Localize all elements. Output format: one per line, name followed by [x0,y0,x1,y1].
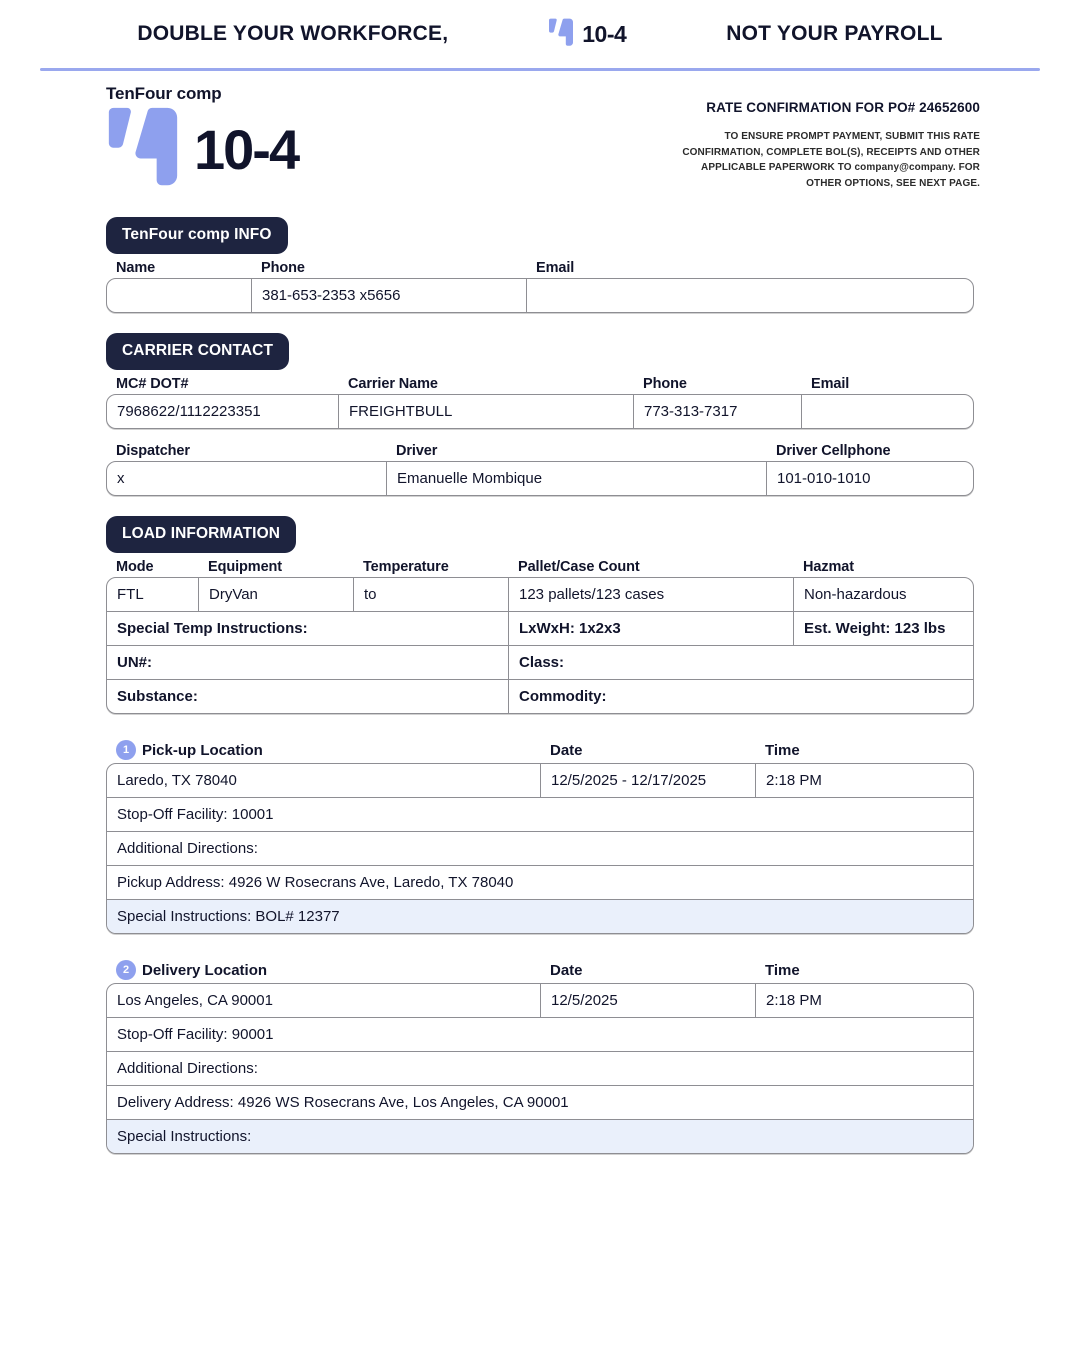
table-row [107,764,973,798]
load-information-pill: LOAD INFORMATION [106,516,296,553]
cell-substance[interactable]: Substance: [107,680,509,713]
top-banner [0,0,1080,68]
header-mc-dot: MC# DOT# [116,376,189,392]
ten-four-quote-logo-icon [548,18,574,51]
cell-temperature[interactable]: to [354,578,509,612]
stop-pickup-section [106,740,974,934]
cell-class[interactable]: Class: [509,646,973,680]
table-row [107,1052,973,1086]
carrier-contact-table [106,394,974,429]
cell-driver[interactable]: Emanuelle Mombique [387,462,767,495]
cell-commodity[interactable]: Commodity: [519,688,607,705]
table-row [107,798,973,832]
load-information-headers [106,559,974,575]
broker-info-pill: TenFour comp INFO [106,217,288,254]
pickup-location-header [106,740,974,760]
cell-equipment[interactable]: DryVan [199,578,354,612]
cell-lwh[interactable]: LxWxH: 1x2x3 [509,612,794,646]
banner-logo [548,18,626,51]
table-row [107,984,973,1018]
table-row [107,1120,973,1153]
carrier-contact-headers [106,376,974,392]
load-information-section [106,516,974,714]
header-temperature: Temperature [363,559,449,575]
header-dispatcher: Dispatcher [116,443,190,459]
cell-delivery-stop-off-facility[interactable]: Stop-Off Facility: 90001 [107,1018,973,1052]
banner-slogan-left: DOUBLE YOUR WORKFORCE, [137,22,449,45]
cell-broker-name[interactable] [107,279,252,312]
masthead [0,68,1080,191]
header-driver-cellphone: Driver Cellphone [776,443,891,459]
cell-pickup-location[interactable]: Laredo, TX 78040 [107,764,541,798]
pickup-table [106,763,974,934]
delivery-location-title: Delivery Location [142,961,268,979]
cell-pickup-date[interactable]: 12/5/2025 - 12/17/2025 [541,764,756,798]
table-row [107,866,973,900]
cell-delivery-additional-directions[interactable]: Additional Directions: [107,1052,973,1086]
table-row [107,646,973,680]
delivery-date-header: Date [550,961,583,979]
carrier-contact-pill: CARRIER CONTACT [106,333,289,370]
delivery-table [106,983,974,1154]
header-name: Name [116,260,156,276]
brand-block [106,84,298,191]
banner-logo-wordmark: 10-4 [582,20,627,47]
delivery-location-header [106,960,974,980]
banner-divider [40,68,1040,71]
cell-carrier-phone[interactable]: 773-313-7317 [634,395,802,428]
stop-number-badge: 1 [116,740,136,760]
cell-dispatcher[interactable]: x [107,462,387,495]
header-carrier-phone: Phone [643,376,687,392]
rate-confirmation-block [680,84,980,191]
cell-delivery-time[interactable]: 2:18 PM [756,984,973,1018]
carrier-contact-section [106,333,974,496]
cell-pickup-special-instructions[interactable]: Special Instructions: BOL# 12377 [107,900,973,933]
cell-delivery-special-instructions[interactable]: Special Instructions: [107,1120,973,1153]
header-pallet-case-count: Pallet/Case Count [518,559,640,575]
header-email: Email [536,260,575,276]
cell-delivery-date[interactable]: 12/5/2025 [541,984,756,1018]
dispatcher-driver-table [106,461,974,496]
cell-est-weight[interactable]: Est. Weight: 123 lbs [794,612,973,646]
pickup-date-header: Date [550,741,583,759]
dispatcher-headers [106,443,974,459]
cell-un-number[interactable]: UN#: [107,646,509,680]
pickup-location-title: Pick-up Location [142,741,263,759]
stop-delivery-section [106,960,974,1154]
cell-pickup-stop-off-facility[interactable]: Stop-Off Facility: 10001 [107,798,973,832]
table-row [107,612,973,646]
rate-confirmation-title: RATE CONFIRMATION FOR PO# 24652600 [706,100,980,115]
broker-info-headers [106,260,974,276]
delivery-time-header: Time [765,961,800,979]
header-carrier-name: Carrier Name [348,376,438,392]
banner-slogan-right: NOT YOUR PAYROLL [726,22,943,45]
table-row [107,395,973,428]
cell-broker-phone[interactable]: 381-653-2353 x5656 [252,279,527,312]
cell-pallet-case-count[interactable]: 123 pallets/123 cases [509,578,794,612]
rate-confirmation-note: TO ENSURE PROMPT PAYMENT, SUBMIT THIS RATE CONFIRMATION, COMPLETE BOL(S), RECEIPTS AND OTHER APPLICABLE PAPERWORK TO company@company. FOR OTHER OPTIONS, SEE NEXT PAGE. [682,131,980,189]
table-row [107,900,973,933]
ten-four-logo-icon [106,106,180,191]
header-driver: Driver [396,443,438,459]
pickup-time-header: Time [765,741,800,759]
cell-pickup-time[interactable]: 2:18 PM [756,764,973,798]
cell-carrier-name[interactable]: FREIGHTBULL [339,395,634,428]
cell-special-temp-instructions[interactable]: Special Temp Instructions: [107,612,509,646]
brand-company-name: TenFour comp [106,84,222,103]
header-phone: Phone [261,260,305,276]
stop-number-badge: 2 [116,960,136,980]
table-row [107,1018,973,1052]
cell-hazmat[interactable]: Non-hazardous [794,578,973,612]
table-row [107,462,973,495]
broker-info-section [106,217,974,313]
header-equipment: Equipment [208,559,283,575]
table-row [107,578,973,612]
cell-carrier-email[interactable] [802,395,973,428]
cell-pickup-additional-directions[interactable]: Additional Directions: [107,832,973,866]
cell-delivery-address[interactable]: Delivery Address: 4926 WS Rosecrans Ave, Los Angeles, CA 90001 [107,1086,973,1120]
broker-info-table [106,278,974,313]
header-hazmat: Hazmat [803,559,854,575]
table-row [107,1086,973,1120]
table-row [107,279,973,312]
header-carrier-email: Email [811,376,850,392]
header-mode: Mode [116,559,154,575]
cell-mode[interactable]: FTL [107,578,199,612]
table-row [107,832,973,866]
brand-wordmark: 10-4 [194,117,299,181]
cell-driver-cellphone[interactable]: 101-010-1010 [777,470,871,487]
cell-broker-email[interactable] [527,279,973,312]
load-information-table [106,577,974,714]
cell-delivery-location[interactable]: Los Angeles, CA 90001 [107,984,541,1018]
cell-mc-dot[interactable]: 7968622/1112223351 [107,395,339,428]
table-row [107,680,973,713]
cell-pickup-address[interactable]: Pickup Address: 4926 W Rosecrans Ave, Laredo, TX 78040 [107,866,973,900]
